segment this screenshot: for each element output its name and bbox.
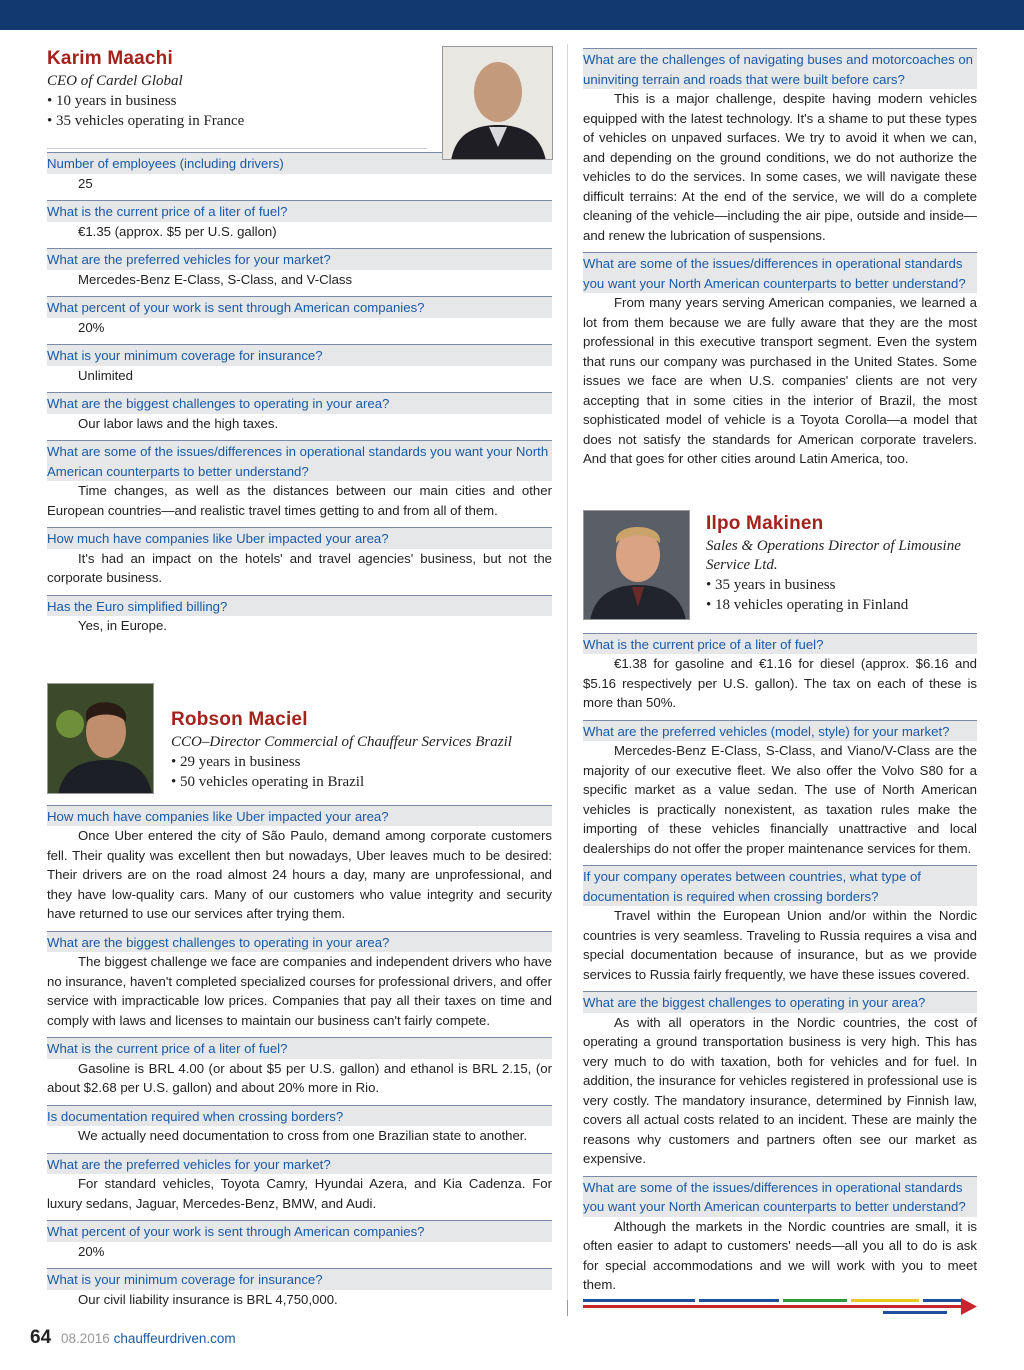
left-column — [47, 42, 552, 1316]
qa-block — [47, 248, 552, 296]
answer: Once Uber entered the city of São Paulo, demand among corporate customers fell. Their quality was excellent then but nowadays, Uber leaves much to be desired: Their drivers are on the road almost 24 hours a day, many are unprofessional, and they have low-quality cars. Many of our customers who value integrity and security have returned to use our services after trying them. — [47, 828, 552, 921]
qa-block — [47, 200, 552, 248]
answer: We actually need documentation to cross from one Brazilian state to another. — [78, 1128, 528, 1143]
qa-block — [47, 1105, 552, 1153]
qa-block — [47, 1153, 552, 1221]
qa-block — [47, 1268, 552, 1316]
answer: Time changes, as well as the distances between our main cities and other European countries—and realistic travel times getting to and from all of them. — [47, 483, 552, 518]
qa-block — [583, 48, 977, 252]
question: What are some of the issues/differences in operational standards you want your North American counterparts to better understand? — [583, 252, 977, 293]
answer: This is a major challenge, despite having modern vehicles equipped with the latest technology. It's a shame to put these types of vehicles on unpaved surfaces. We try to avoid it when we can, and depending on the ground conditions, we do not authorize the vehicles to do the services. In some cases, we will navigate these difficult terrains: At the end of the service, we will do a complete cleaning of the vehicle—including the air pipe, outside and inside—and renew the lubrication of suspensions. — [583, 91, 977, 243]
question: What are the preferred vehicles (model, style) for your market? — [583, 720, 977, 742]
answer: The biggest challenge we face are companies and independent drivers who have no insurance, haven't completed specialized courses for professional drivers, and offer service with impracticable low prices. Companies that pay all their taxes on time and comply with laws and licenses to maintain our business can't fairly compete. — [47, 954, 552, 1028]
answer: 20% — [78, 319, 105, 335]
answer: Our civil liability insurance is BRL 4,750,000. — [78, 1291, 338, 1307]
profile-name: Karim Maachi — [47, 48, 173, 69]
profile-ilpo — [583, 510, 977, 633]
question: Number of employees (including drivers) — [47, 152, 552, 174]
portrait-photo — [442, 46, 553, 160]
qa-block — [583, 633, 977, 720]
qa-block — [583, 252, 977, 476]
question: What is the current price of a liter of fuel? — [47, 1037, 552, 1059]
header-bar — [0, 0, 1024, 30]
answer: Our labor laws and the high taxes. — [78, 415, 279, 431]
footer-credit — [61, 1331, 236, 1346]
answer: €1.38 for gasoline and €1.16 for diesel (approx. $6.16 and $5.16 respectively per U.S. gallon). The tax on each of these is more than 50%. — [583, 656, 977, 710]
question: What are the biggest challenges to operating in your area? — [47, 392, 552, 414]
question: What are some of the issues/differences in operational standards you want your North American counterparts to better understand? — [47, 440, 552, 481]
question: What percent of your work is sent through American companies? — [47, 1220, 552, 1242]
question: What percent of your work is sent through American companies? — [47, 296, 552, 318]
qa-block — [583, 991, 977, 1176]
portrait-photo — [47, 683, 154, 794]
qa-block — [47, 344, 552, 392]
column-divider — [567, 44, 568, 1306]
answer: €1.35 (approx. $5 per U.S. gallon) — [78, 223, 277, 239]
qa-block — [583, 1176, 977, 1302]
question: What are the biggest challenges to operating in your area? — [583, 991, 977, 1013]
answer: Although the markets in the Nordic countries are small, it is often easier to adapt to customers' needs—all you all to do is ask for special accommodations and we will work with you to meet them. — [583, 1218, 977, 1292]
profile-title: CEO of Cardel Global — [47, 73, 183, 89]
question: How much have companies like Uber impacted your area? — [47, 805, 552, 827]
qa-block — [47, 595, 552, 643]
profile-name: Ilpo Makinen — [706, 512, 824, 534]
question: What are the preferred vehicles for your market? — [47, 248, 552, 270]
answer: Yes, in Europe. — [78, 618, 167, 633]
question: What is your minimum coverage for insurance? — [47, 344, 552, 366]
qa-block — [47, 296, 552, 344]
answer: Mercedes-Benz E-Class, S-Class, and Viano/V-Class are the majority of our executive fleet. We also offer the Volvo S80 for a specific market as a value sedan. The use of North American vehicles is practically nonexistent, as taxation rules make the importing of these vehicles financially unattractive and local dealerships do not offer the proper maintenance services for them. — [583, 743, 977, 856]
profile-fact: • 35 vehicles operating in France — [47, 113, 245, 129]
answer: As with all operators in the Nordic countries, the cost of operating a ground transportation business is very high. This has very much to do with taxation, both for vehicles and for fuel. In addition, the insurance for vehicles registered in professional use is very costly. The mandatory insurance, determined by Finnish law, covers all actual costs related to an incident. These are mainly the reasons why customers and partners often see our market as expensive. — [583, 1014, 977, 1166]
question: What are some of the issues/differences in operational standards you want your North American counterparts to better understand? — [583, 1176, 977, 1217]
answer: From many years serving American companies, we learned a lot from them because we are fully aware that they are the most professional in this executive transport segment. Even the system that runs our company was purchased in the United States. Some issues we face are when U.S. companies' clients are not very accepting that in some cities in the interior of Brazil, the most sophisticated model of vehicle is a Toyota Corolla—a model that does not satisfy the standards for American corporate travelers. And that goes for other cities around Latin America, too. — [583, 295, 977, 466]
answer: Mercedes-Benz E-Class, S-Class, and V-Class — [78, 271, 353, 287]
answer: Unlimited — [78, 367, 133, 383]
question: What is the current price of a liter of fuel? — [47, 200, 552, 222]
profile-title: CCO–Director Commercial of Chauffeur Services Brazil — [171, 733, 512, 750]
answer: For standard vehicles, Toyota Camry, Hyundai Azera, and Kia Cadenza. For luxury sedans, Jaguar, Mercedes-Benz, BMW, and Audi. — [47, 1176, 552, 1211]
question: What is the current price of a liter of fuel? — [583, 633, 977, 655]
profile-rule — [47, 148, 427, 149]
answer: 20% — [78, 1243, 105, 1259]
answer: Gasoline is BRL 4.00 (or about $5 per U.S. gallon) and ethanol is BRL 2.15, (or about $2.68 per U.S. gallon) and about 20% more in Rio. — [47, 1060, 552, 1095]
qa-block — [47, 931, 552, 1038]
qa-block — [47, 1220, 552, 1268]
right-column — [583, 48, 977, 1302]
question: Is documentation required when crossing borders? — [47, 1105, 552, 1127]
qa-block — [47, 1037, 552, 1105]
page-number: 64 — [30, 1327, 52, 1348]
question: How much have companies like Uber impacted your area? — [47, 527, 552, 549]
profile-fact: • 35 years in business — [706, 576, 836, 593]
qa-block — [47, 440, 552, 527]
question: What are the preferred vehicles for your market? — [47, 1153, 552, 1175]
qa-block — [583, 865, 977, 991]
qa-block — [47, 527, 552, 595]
answer: It's had an impact on the hotels' and travel agencies' business, but not the corporate business. — [47, 550, 552, 585]
profile-robson — [47, 683, 552, 805]
question: Has the Euro simplified billing? — [47, 595, 552, 617]
qa-block — [47, 392, 552, 440]
column-end-tick — [567, 1300, 568, 1316]
profile-name: Robson Maciel — [171, 708, 308, 730]
profile-fact: • 29 years in business — [171, 753, 301, 770]
profile-fact: • 50 vehicles operating in Brazil — [171, 773, 365, 790]
answer: 25 — [78, 175, 93, 191]
qa-block — [47, 805, 552, 931]
answer: Travel within the European Union and/or within the Nordic countries is very seamless. Traveling to Russia requires a visa and special documentation because of insurance, but as we provide services to Russia fairly frequently, we have these issues covered. — [583, 908, 977, 982]
portrait-photo — [583, 510, 690, 620]
site-link[interactable]: chauffeurdriven.com — [113, 1331, 236, 1346]
issue-date: 08.2016 — [61, 1331, 110, 1346]
end-stripes-decoration — [583, 1296, 977, 1318]
question: What are the biggest challenges to operating in your area? — [47, 931, 552, 953]
question: What is your minimum coverage for insurance? — [47, 1268, 552, 1290]
profile-karim — [47, 42, 552, 148]
profile-fact: • 10 years in business — [47, 93, 177, 109]
profile-fact: • 18 vehicles operating in Finland — [706, 596, 909, 613]
profile-title: Sales & Operations Director of Limousine Service Ltd. — [706, 537, 961, 573]
question: What are the challenges of navigating buses and motorcoaches on uninviting terrain and roads that were built before cars? — [583, 48, 977, 89]
qa-block — [583, 720, 977, 866]
question: If your company operates between countries, what type of documentation is required when crossing borders? — [583, 865, 977, 906]
